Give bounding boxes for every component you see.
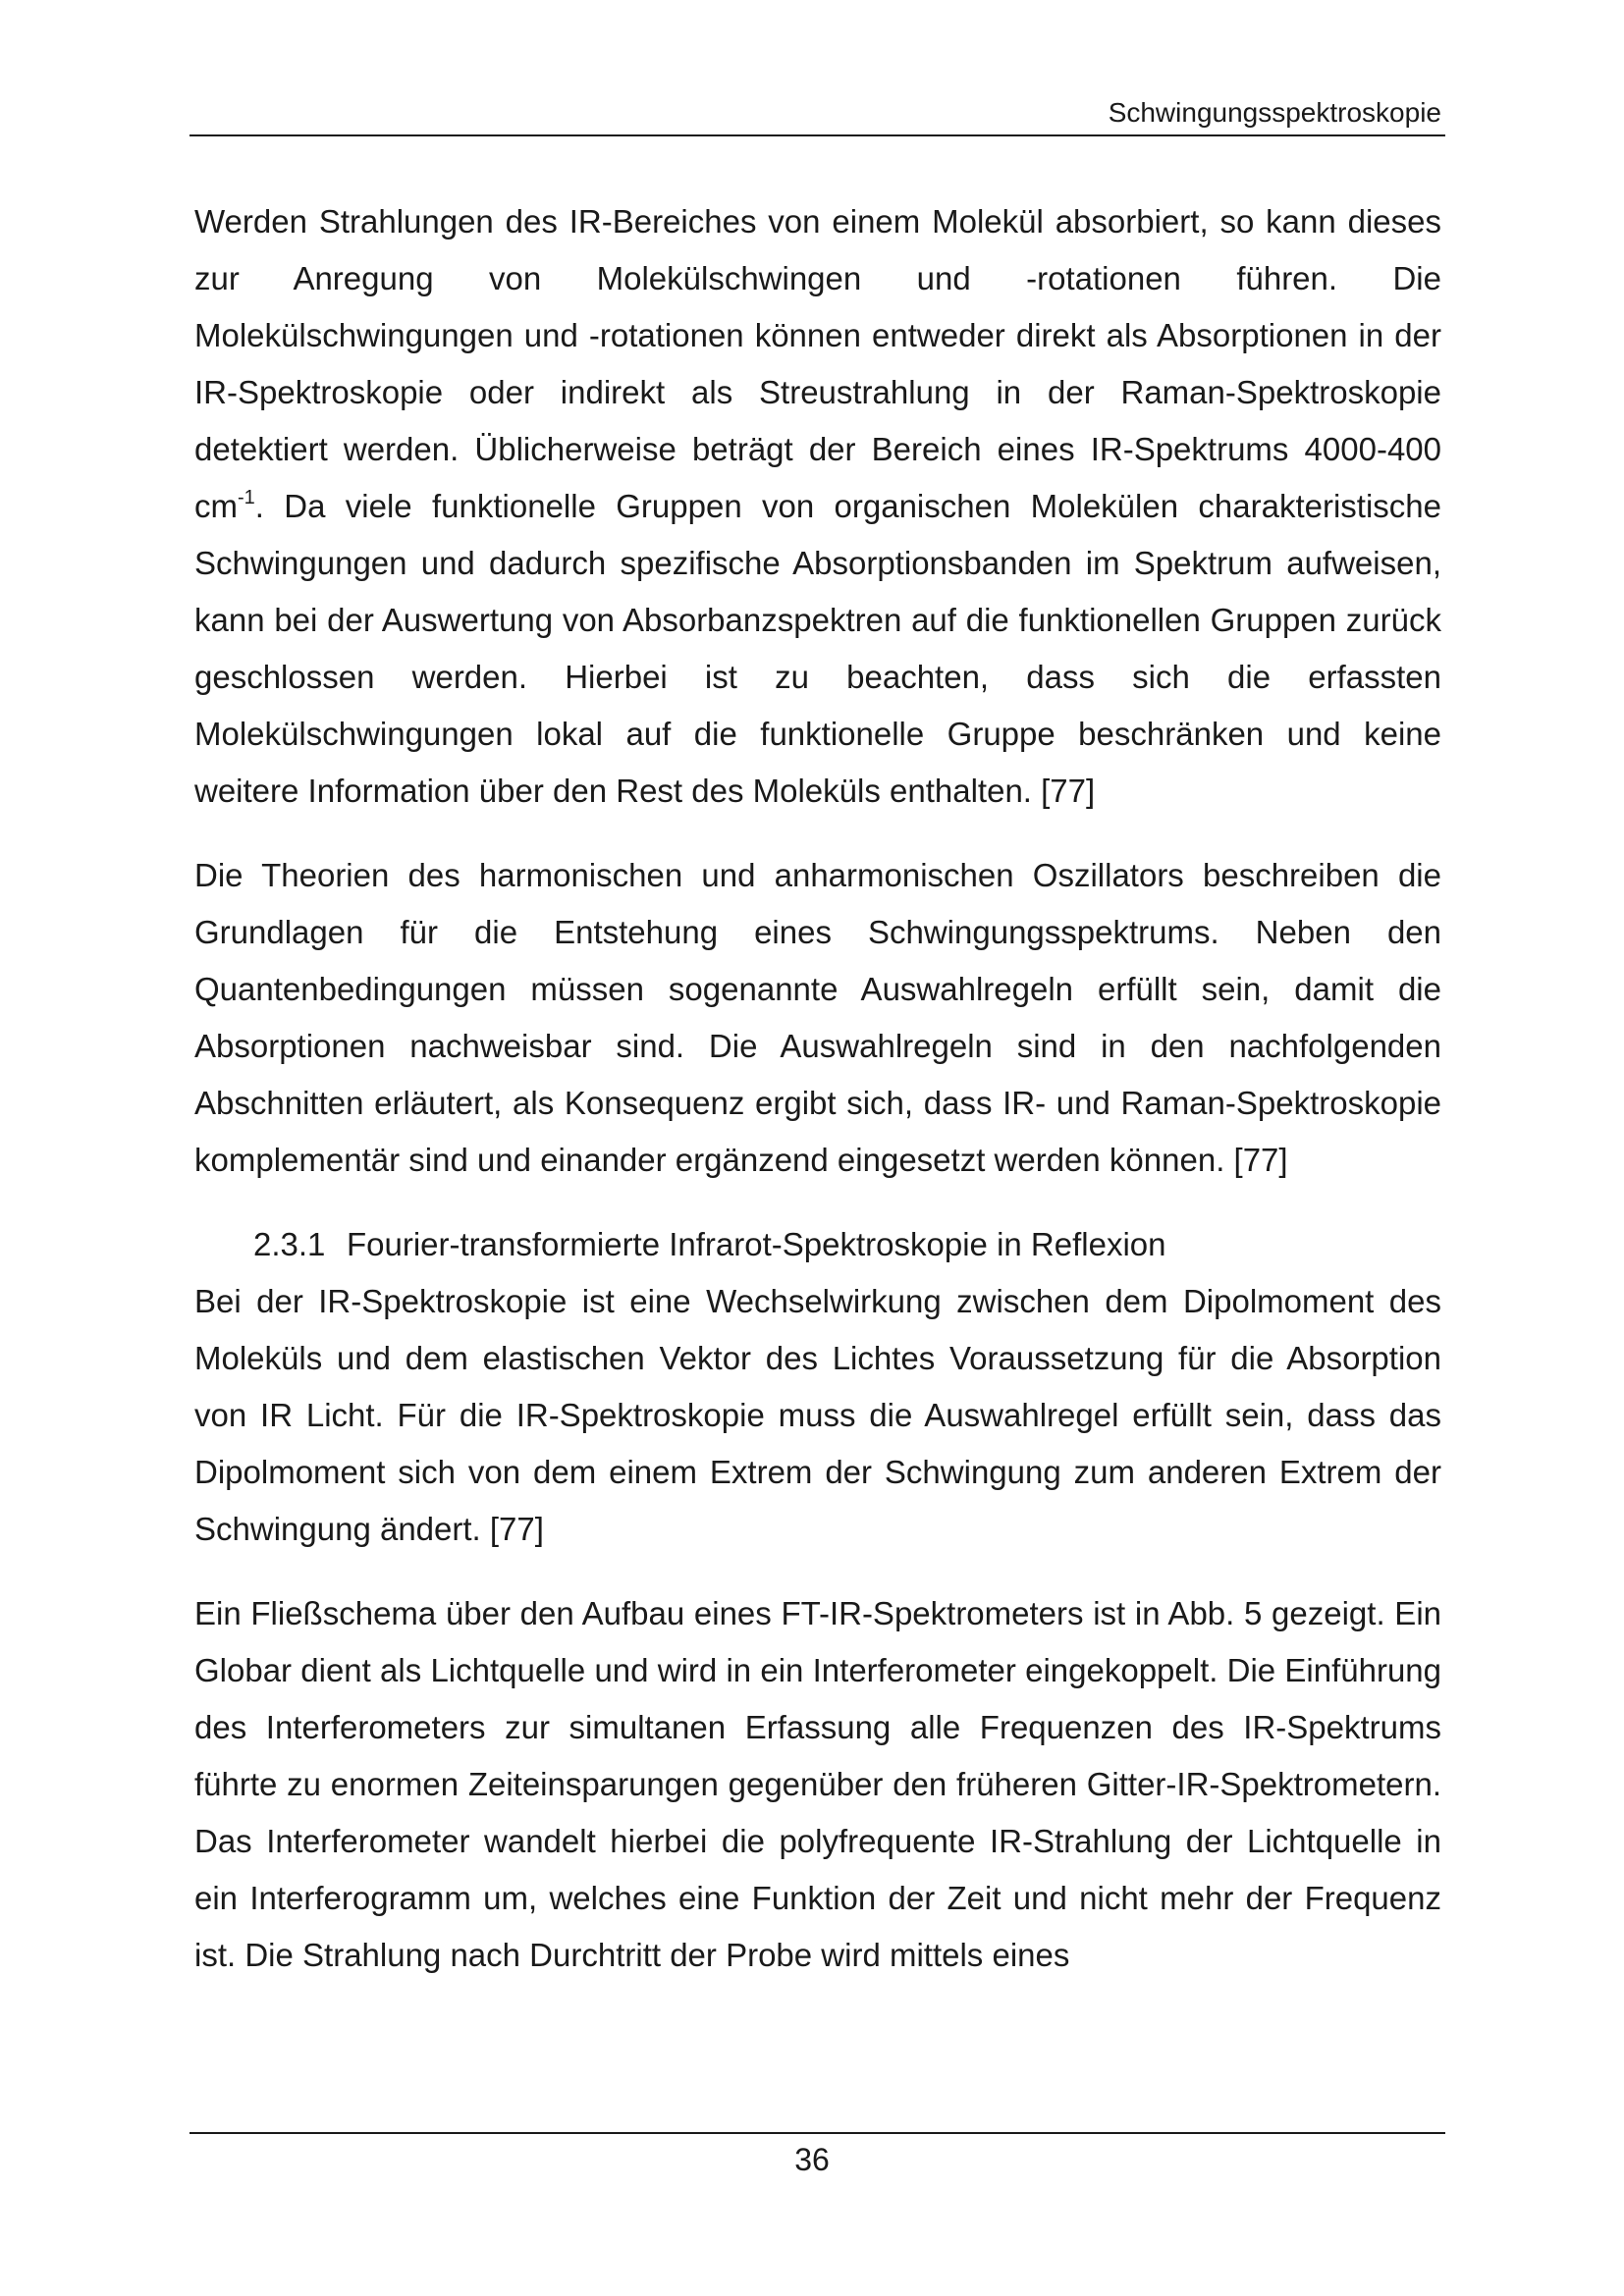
paragraph-text: . Da viele funktionelle Gruppen von organischen Molekülen charakteristische Schwingungen und dadurch spezifische Absorptionsbanden im Spektrum aufweisen, kann bei der Auswertung von Absorbanzspektren auf die funktionellen Gruppen zurück geschlossen werden. Hierbei ist zu beachten, dass sich die erfassten Molekülschwingungen lokal auf die funktionelle Gruppe beschränken und keine weitere Information über den Rest des Moleküls enthalten. [77] [194,488,1441,809]
paragraph-ir-absorption [194,193,1441,820]
section-number: 2.3.1 [253,1226,326,1262]
paragraph-ir-dipole: Bei der IR-Spektroskopie ist eine Wechselwirkung zwischen dem Dipolmoment des Moleküls und dem elastischen Vektor des Lichtes Voraussetzung für die Absorption von IR Licht. Für die IR-Spektroskopie muss die Auswahlregel erfüllt sein, dass das Dipolmoment sich von dem einem Extrem der Schwingung zum anderen Extrem der Schwingung ändert. [77] [194,1283,1441,1547]
running-header-title: Schwingungsspektroskopie [1108,97,1441,128]
header-divider [189,134,1445,136]
superscript-exponent: -1 [238,487,255,508]
page-number: 36 [794,2142,830,2177]
footer-divider [189,2132,1445,2134]
body-text [194,193,1441,1984]
paragraph-ft-ir-setup: Ein Fließschema über den Aufbau eines FT-IR-Spektrometers ist in Abb. 5 gezeigt. Ein Globar dient als Lichtquelle und wird in ein Interferometer eingekoppelt. Die Einführung des Interferometers zur simultanen Erfassung alle Frequenzen des IR-Spektrums führte zu enormen Zeiteinsparungen gegenüber den früheren Gitter-IR-Spektrometern. Das Interferometer wandelt hierbei die polyfrequente IR-Strahlung der Lichtquelle in ein Interferogramm um, welches eine Funktion der Zeit und nicht mehr der Frequenz ist. Die Strahlung nach Durchtritt der Probe wird mittels eines [194,1595,1441,1973]
paragraph-oscillator-theory: Die Theorien des harmonischen und anharmonischen Oszillators beschreiben die Grundlagen für die Entstehung eines Schwingungsspektrums. Neben den Quantenbedingungen müssen sogenannte Auswahlregeln erfüllt sein, damit die Absorptionen nachweisbar sind. Die Auswahlregeln sind in den nachfolgenden Abschnitten erläutert, als Konsequenz ergibt sich, dass IR- und Raman-Spektroskopie komplementär sind und einander ergänzend eingesetzt werden können. [77] [194,857,1441,1178]
paragraph-text: Werden Strahlungen des IR-Bereiches von einem Molekül absorbiert, so kann dieses zur Anregung von Molekülschwingen und -rotationen führen. Die Molekülschwingungen und -rotationen können entweder direkt als Absorptionen in der IR-Spektroskopie oder indirekt als Streustrahlung in der Raman-Spektroskopie detektiert werden. Üblicherweise beträgt der Bereich eines IR-Spektrums 4000-400 cm [194,203,1441,524]
section-title: Fourier-transformierte Infrarot-Spektroskopie in Reflexion [347,1226,1166,1262]
section-heading [194,1216,1441,1273]
